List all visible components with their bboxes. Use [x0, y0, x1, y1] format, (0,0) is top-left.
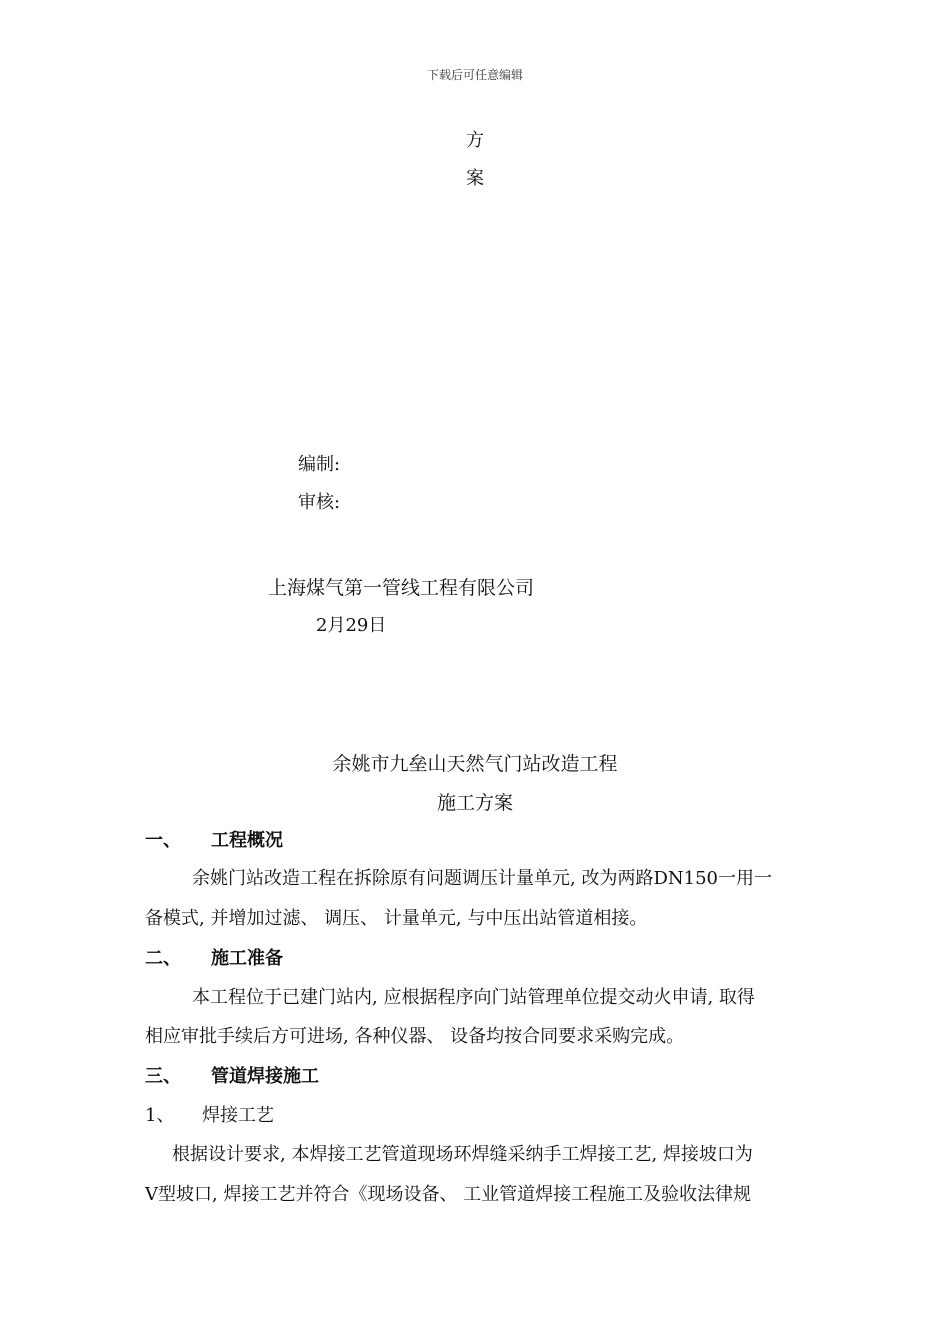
editor-label: 编制: [298, 454, 341, 475]
section-heading [145, 826, 283, 852]
section-heading [145, 1062, 319, 1088]
company-name: 上海煤气第一管线工程有限公司 [268, 577, 535, 599]
section-number: 三、 [145, 1066, 181, 1087]
page-header: 下载后可任意编辑 [426, 68, 523, 82]
paragraph-line: 相应审批手续后方可进场, 各种仪器、 设备均按合同要求采购完成。 [145, 1026, 685, 1047]
reviewer-label: 审核: [298, 492, 341, 513]
subsection-number: 1、 [145, 1105, 175, 1126]
document-title: 余姚市九垒山天然气门站改造工程 [332, 753, 618, 775]
paragraph-line: 本工程位于已建门站内, 应根据程序向门站管理单位提交动火申请, 取得 [192, 987, 755, 1008]
cover-title-char-2: 案 [466, 168, 484, 189]
section-title: 施工准备 [211, 948, 283, 969]
section-number: 二、 [145, 948, 181, 969]
section-number: 一、 [145, 830, 181, 851]
paragraph-line: V型坡口, 焊接工艺并符合《现场设备、 工业管道焊接工程施工及验收法律规 [145, 1184, 752, 1205]
section-title: 工程概况 [211, 830, 283, 851]
cover-date: 2月29日 [316, 615, 387, 636]
document-subtitle: 施工方案 [436, 792, 513, 814]
subsection-title: 焊接工艺 [202, 1105, 274, 1126]
paragraph-line: 备模式, 并增加过滤、 调压、 计量单元, 与中压出站管道相接。 [145, 908, 648, 929]
paragraph-line: 根据设计要求, 本焊接工艺管道现场环焊缝采纳手工焊接工艺, 焊接坡口为 [172, 1144, 753, 1165]
paragraph-line: 余姚门站改造工程在拆除原有问题调压计量单元, 改为两路DN150一用一 [192, 868, 772, 889]
section-heading [145, 944, 283, 970]
section-title: 管道焊接施工 [211, 1066, 319, 1087]
cover-title-char-1: 方 [466, 130, 484, 151]
subsection-heading [145, 1101, 274, 1127]
